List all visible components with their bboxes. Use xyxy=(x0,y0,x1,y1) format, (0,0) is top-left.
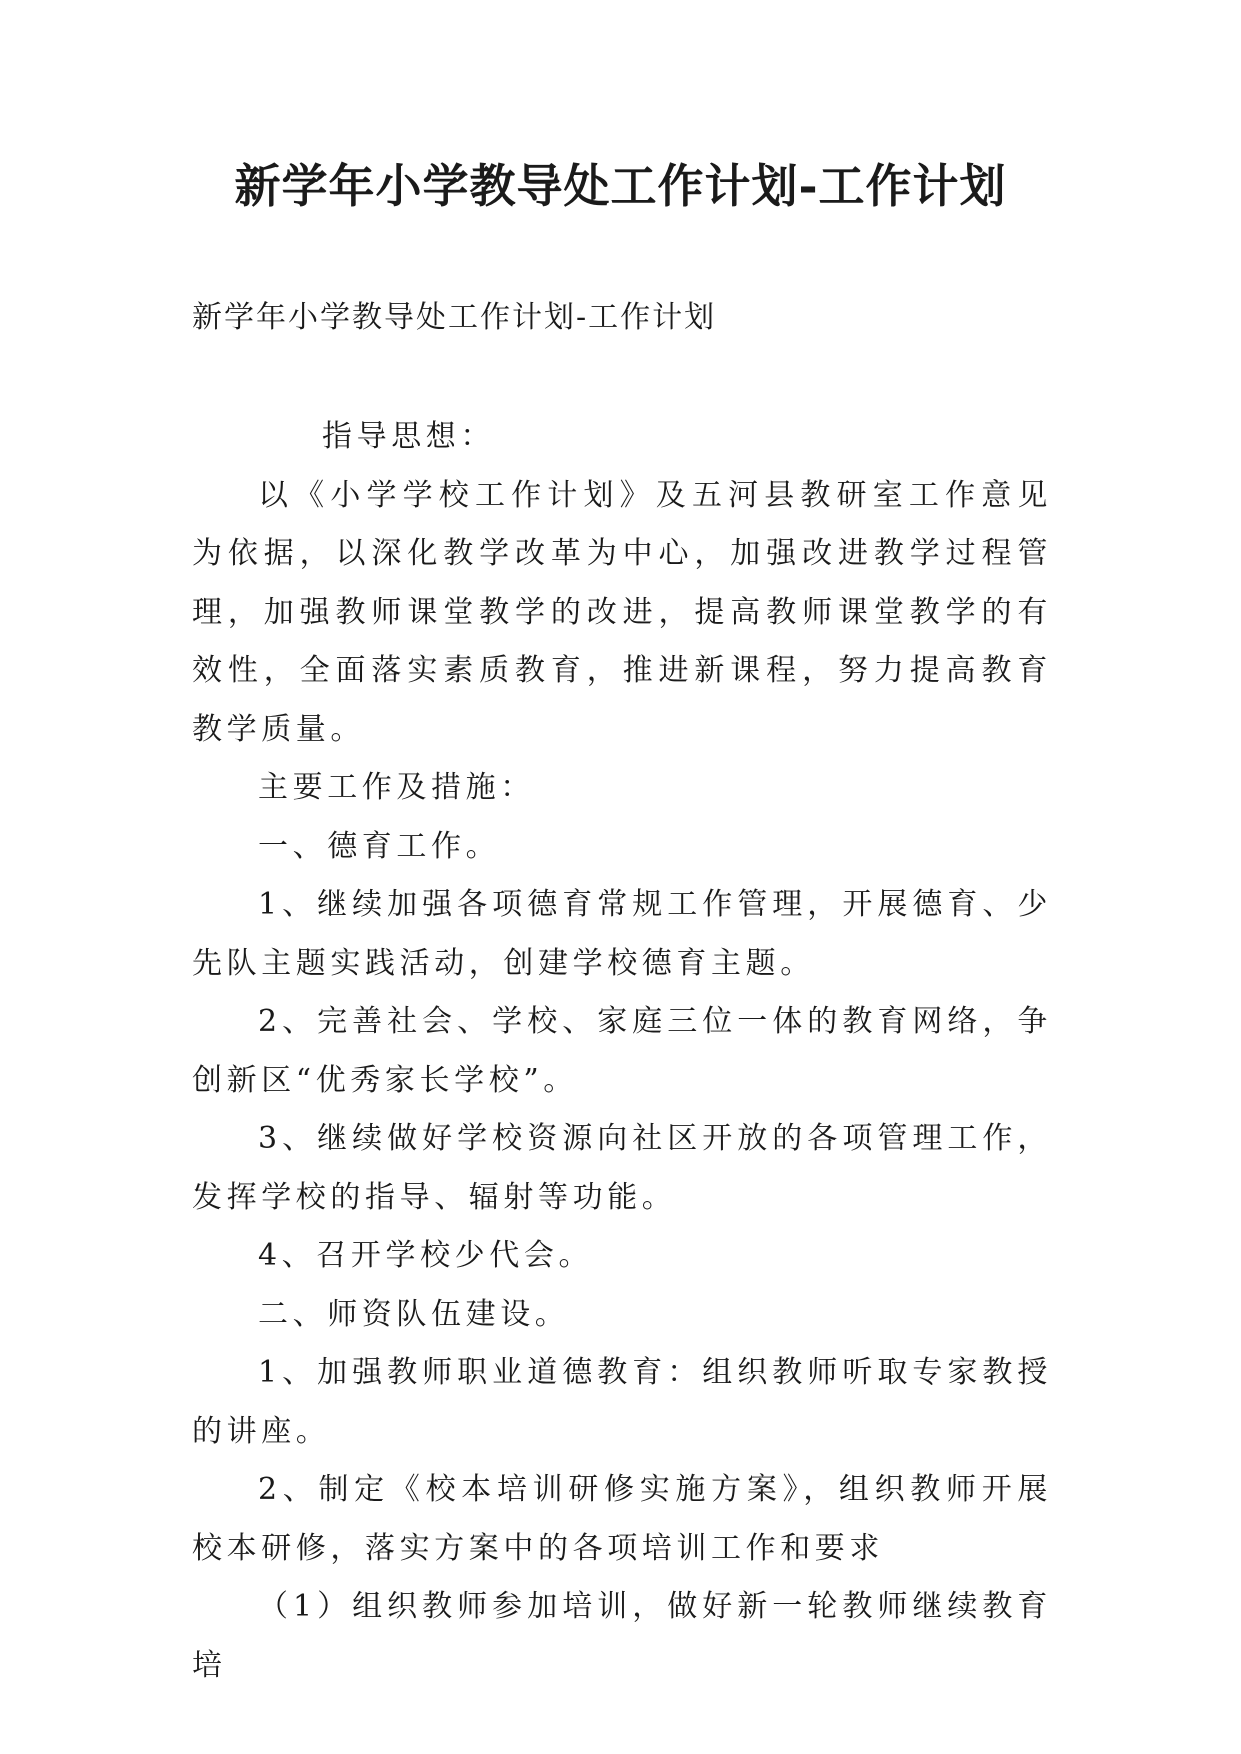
list-item-moral-4: 4、召开学校少代会。 xyxy=(258,1238,594,1273)
list-item-moral-1: 1、继续加强各项德育常规工作管理，开展德育、少先队主题实践活动，创建学校德育主题。 xyxy=(192,887,1052,981)
document-body xyxy=(192,408,1052,1695)
paragraph-guiding-thought: 以《小学学校工作计划》及五河县教研室工作意见为依据，以深化教学改革为中心，加强改进教学过程管理，加强教师课堂教学的改进，提高教师课堂教学的有效性，全面落实素质教育，推进新课程，努力提高教育教学质量。 xyxy=(192,477,1052,747)
list-item-teacher-1: 1、加强教师职业道德教育：组织教师听取专家教授的讲座。 xyxy=(192,1355,1052,1449)
section-heading-main-work: 主要工作及措施： xyxy=(258,770,535,805)
section-heading-guiding-thought: 指导思想： xyxy=(322,419,495,454)
list-item-teacher-2-sub-1: （1）组织教师参加培训，做好新一轮教师继续教育培 xyxy=(192,1589,1052,1683)
section-heading-teacher-team: 二、师资队伍建设。 xyxy=(258,1296,570,1332)
document-subtitle: 新学年小学教导处工作计划-工作计划 xyxy=(192,300,717,335)
list-item-teacher-2: 2、制定《校本培训研修实施方案》，组织教师开展校本研修，落实方案中的各项培训工作和要求 xyxy=(192,1472,1052,1566)
list-item-moral-3: 3、继续做好学校资源向社区开放的各项管理工作，发挥学校的指导、辐射等功能。 xyxy=(192,1121,1052,1215)
document-title: 新学年小学教导处工作计划-工作计划 xyxy=(234,159,1007,213)
section-heading-moral-education: 一、德育工作。 xyxy=(258,828,501,864)
list-item-moral-2: 2、完善社会、学校、家庭三位一体的教育网络，争创新区“优秀家长学校”。 xyxy=(192,1004,1052,1098)
